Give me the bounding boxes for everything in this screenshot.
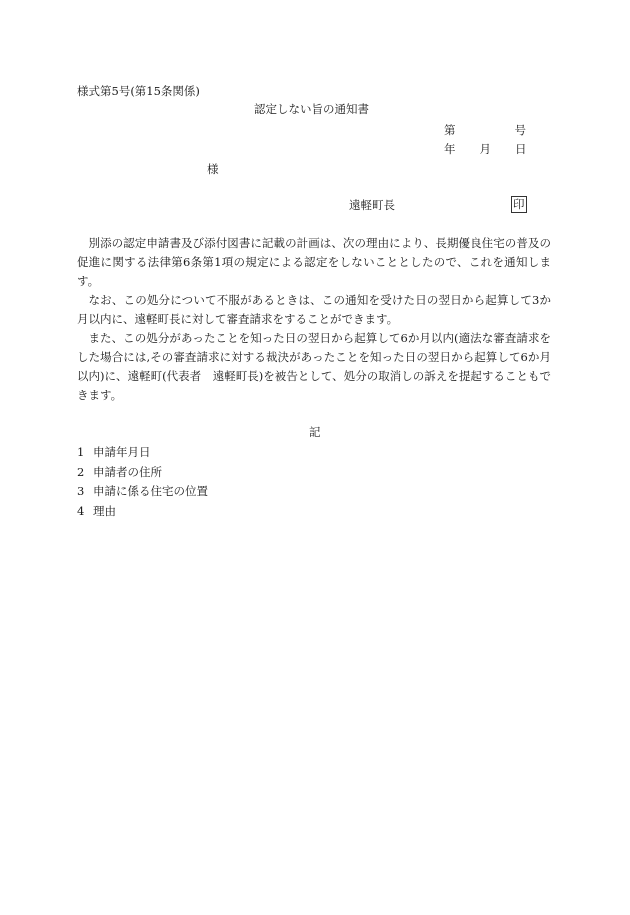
form-number: 様式第5号(第15条関係) [77, 84, 200, 98]
list-item [77, 443, 208, 463]
list-item [77, 482, 208, 502]
item-label: 申請に係る住宅の位置 [93, 484, 208, 498]
date-line [444, 142, 527, 156]
item-label: 申請年月日 [93, 445, 151, 459]
document-title: 認定しない旨の通知書 [254, 102, 369, 116]
list-item [77, 463, 208, 483]
item-number: 1 [77, 445, 85, 459]
date-month: 月 [479, 142, 491, 156]
item-label: 理由 [93, 503, 116, 518]
date-year: 年 [444, 142, 456, 156]
item-label: 申請者の住所 [93, 464, 162, 479]
item-number: 2 [77, 464, 85, 479]
paragraph-lawsuit: また、この処分があったことを知った日の翌日から起算して6か月以内(適法な審査請求をした場合には,その審査請求に対する裁決があったことを知った日の翌日から起算して6か月以内)に、遠軽町(代表者 遠軽町長)を被告として、処分の取消しの訴えを提起することもできます。 [77, 331, 551, 402]
number-prefix: 第 [444, 123, 456, 137]
list-item [77, 502, 208, 522]
notes-heading: 記 [309, 425, 321, 439]
notes-list [77, 443, 208, 521]
document-number-line [444, 123, 526, 137]
issuer-name: 遠軽町長 [349, 198, 395, 212]
date-day: 日 [515, 142, 527, 156]
paragraph-reason: 別添の認定申請書及び添付図書に記載の計画は、次の理由により、長期優良住宅の普及の促進に関する法律第6条第1項の規定による認定をしないこととしたので、これを通知します。 [77, 236, 551, 288]
notice-body [77, 234, 551, 405]
addressee-suffix: 様 [207, 162, 219, 176]
seal-mark: 印 [513, 197, 525, 211]
paragraph-appeal: なお、この処分について不服があるときは、この通知を受けた日の翌日から起算して3か月以内に、遠軽町長に対して審査請求をすることができます。 [77, 293, 551, 326]
number-suffix: 号 [514, 123, 526, 137]
item-number: 3 [77, 484, 85, 498]
item-number: 4 [77, 503, 85, 518]
